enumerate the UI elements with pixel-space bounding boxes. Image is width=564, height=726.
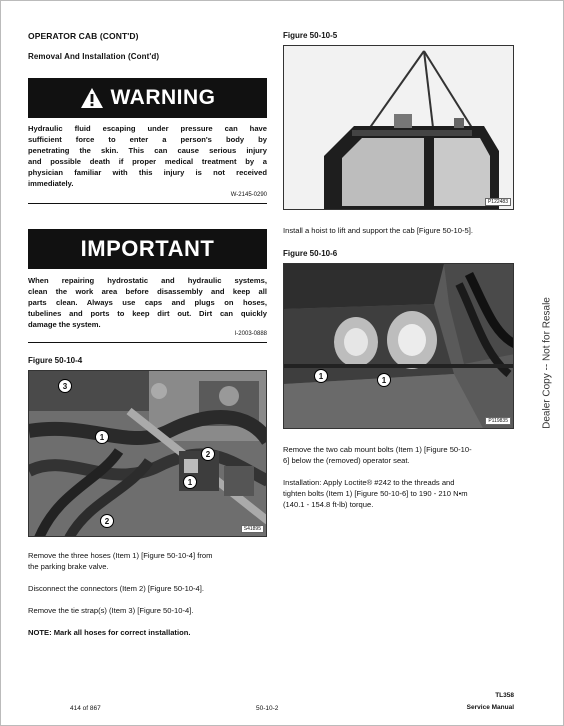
important-line: parts clean. Always use caps and plugs on hoses,	[28, 298, 267, 307]
step-remove-tie-straps: Remove the tie strap(s) (Item 3) [Figure 50-10-4].	[28, 606, 194, 615]
warning-code: W-2145-0290	[230, 192, 267, 198]
important-line: clean the work area before disassembly and keep all	[28, 287, 267, 296]
figure-label: Figure 50-10-6	[283, 249, 338, 258]
figure-label: Figure 50-10-5	[283, 31, 338, 40]
important-code: I-2003-0888	[234, 331, 267, 337]
warning-title: WARNING	[110, 86, 216, 109]
divider	[28, 342, 267, 343]
warning-line: penetrating the skin. This can cause serious injury	[28, 146, 267, 155]
callout-3: 3	[58, 379, 72, 393]
warning-line: sufficient force to enter a person's body by	[28, 135, 267, 144]
callout-1: 1	[314, 369, 328, 383]
divider	[28, 203, 267, 204]
step-line: Remove the two cab mount bolts (Item 1) [Figure 50-10-	[283, 445, 472, 454]
important-banner: IMPORTANT	[28, 229, 267, 269]
warning-triangle-icon	[80, 87, 104, 109]
warning-text	[28, 123, 267, 189]
manual-name: Service Manual	[466, 704, 514, 711]
important-line: damage the system.	[28, 320, 101, 329]
figure-50-10-4-photo	[28, 370, 267, 537]
warning-banner	[28, 78, 267, 118]
page-count: 414 of 867	[70, 705, 101, 712]
hydraulic-hoses-image	[29, 371, 267, 537]
callout-1: 1	[377, 373, 391, 387]
cab-hoist-image	[284, 46, 514, 210]
important-text	[28, 275, 267, 330]
section-title: OPERATOR CAB (CONT'D)	[28, 31, 139, 41]
step-installation	[283, 477, 528, 510]
photo-tag: P122483	[485, 198, 511, 206]
warning-line: immediately.	[28, 179, 74, 188]
photo-tag: S41895	[241, 525, 264, 533]
warning-line: Hydraulic fluid escaping under pressure can have	[28, 124, 267, 133]
step-remove-bolts	[283, 444, 528, 466]
model-name: TL358	[495, 692, 514, 699]
dealer-copy-text: Dealer Copy -- Not for Resale	[541, 297, 553, 429]
callout-1: 1	[95, 430, 109, 444]
cab-mount-bolts-image	[284, 264, 514, 429]
warning-line: and possible death if proper medical treatment by a	[28, 157, 267, 166]
step-line: (140.1 - 154.8 ft-lb) torque.	[283, 500, 374, 509]
callout-2: 2	[100, 514, 114, 528]
photo-tag: P119835	[485, 417, 511, 425]
step-remove-hoses	[28, 550, 273, 572]
dealer-copy-watermark	[532, 268, 562, 458]
step-line: Installation: Apply Loctite® #242 to the threads and	[283, 478, 455, 487]
step-install-hoist: Install a hoist to lift and support the cab [Figure 50-10-5].	[283, 226, 473, 235]
warning-line: physician familiar with this injury is not received	[28, 168, 267, 177]
figure-50-10-6-photo	[283, 263, 514, 429]
step-line: tighten bolts (Item 1) [Figure 50-10-6] to 190 - 210 N•m	[283, 489, 468, 498]
callout-2: 2	[201, 447, 215, 461]
step-disconnect-connectors: Disconnect the connectors (Item 2) [Figure 50-10-4].	[28, 584, 205, 593]
important-line: When repairing hydrostatic and hydraulic systems,	[28, 276, 267, 285]
section-subtitle: Removal And Installation (Cont'd)	[28, 52, 160, 61]
step-line: Remove the three hoses (Item 1) [Figure 50-10-4] from	[28, 551, 213, 560]
step-line: the parking brake valve.	[28, 562, 109, 571]
figure-50-10-5-photo	[283, 45, 514, 210]
callout-1: 1	[183, 475, 197, 489]
note-text: NOTE: Mark all hoses for correct installation.	[28, 628, 191, 637]
important-line: tubelines and ports to keep dirt out. Dirt can quickly	[28, 309, 267, 318]
step-line: 6] below the (removed) operator seat.	[283, 456, 410, 465]
figure-label: Figure 50-10-4	[28, 356, 83, 365]
page-number: 50-10-2	[256, 705, 279, 712]
